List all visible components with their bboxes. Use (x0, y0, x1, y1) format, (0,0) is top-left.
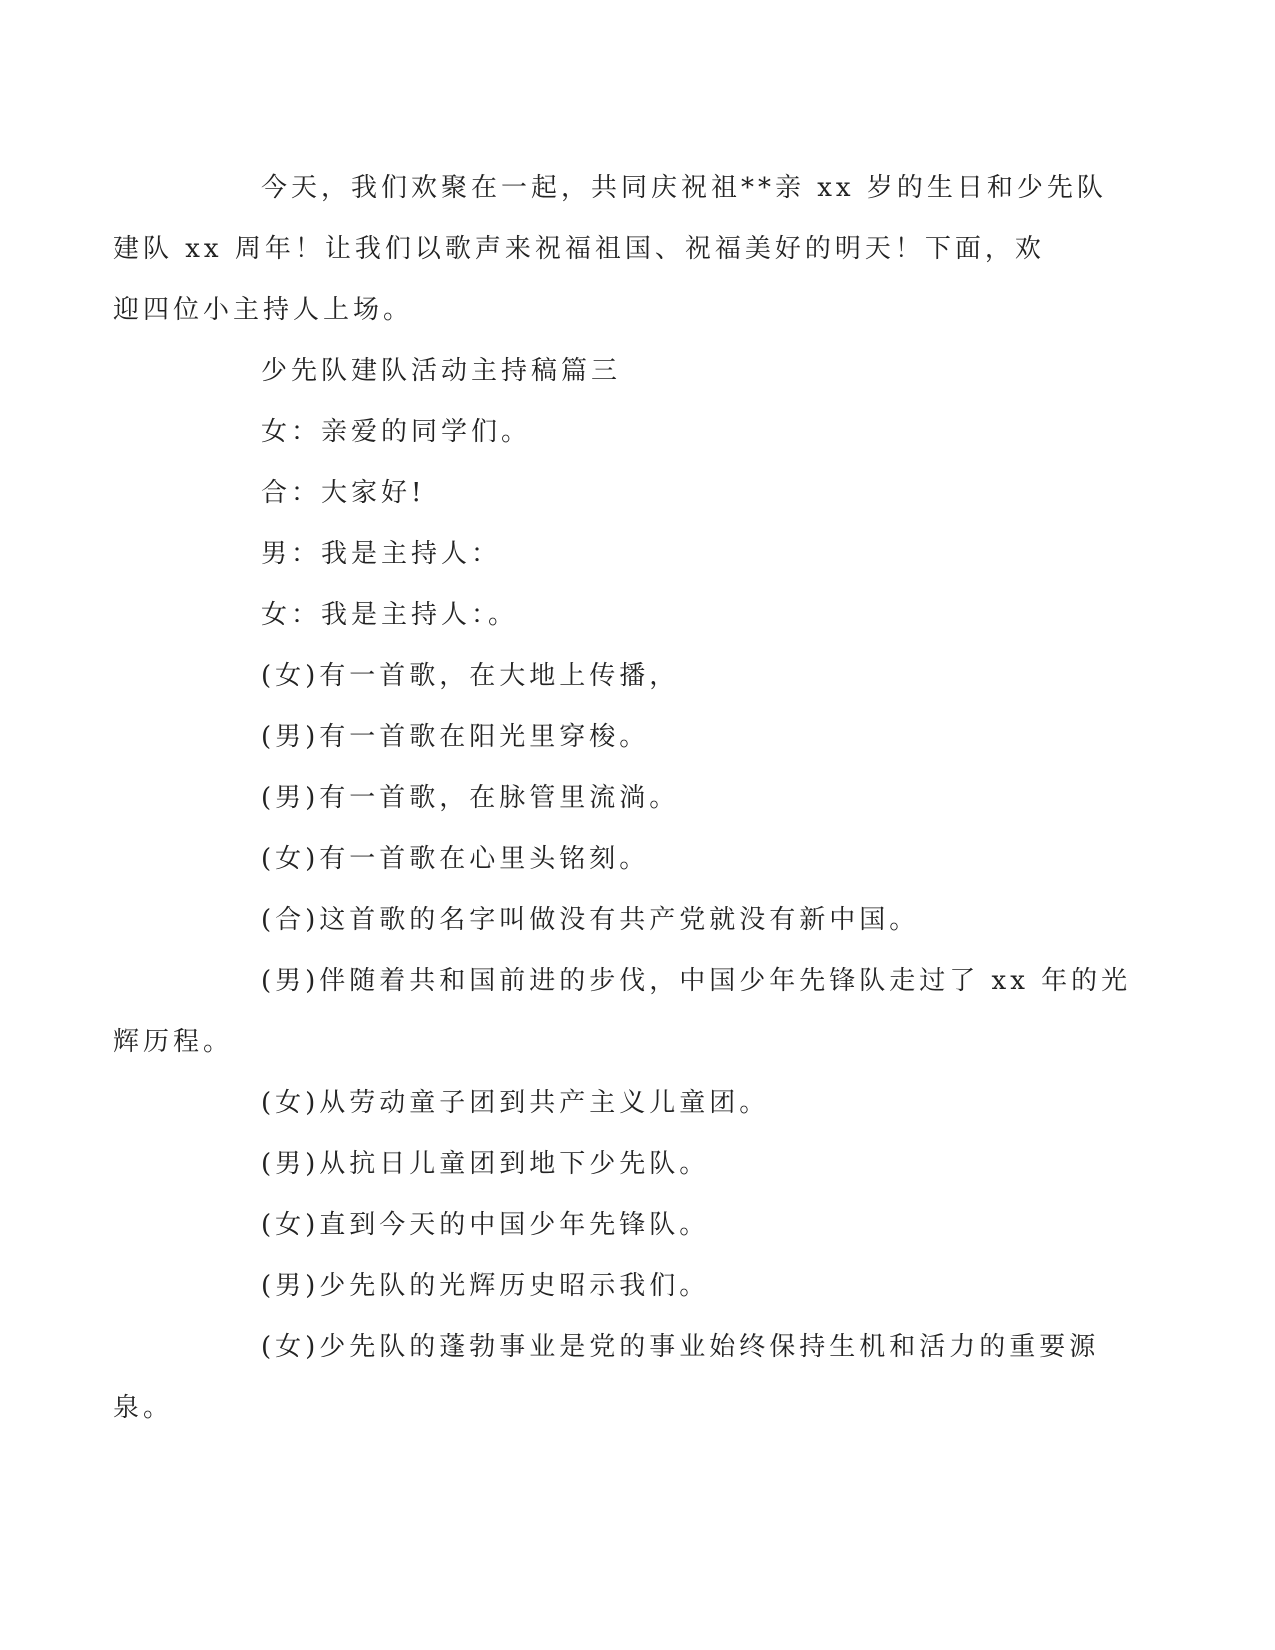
paragraph (113, 158, 1107, 341)
text-line: 迎四位小主持人上场。 (113, 295, 414, 325)
text-line: (女)直到今天的中国少年先锋队。 (261, 1210, 710, 1240)
text-line: (合)这首歌的名字叫做没有共产党就没有新中国。 (261, 905, 920, 935)
text-line: (男)少先队的光辉历史昭示我们。 (261, 1271, 710, 1301)
paragraph (187, 707, 1077, 768)
paragraph (187, 524, 1077, 585)
text-line: 建队 xx 周年！让我们以歌声来祝福祖国、祝福美好的明天！下面，欢 (113, 234, 1045, 264)
paragraph (187, 1256, 1077, 1317)
text-line: (女)少先队的蓬勃事业是党的事业始终保持生机和活力的重要源 (261, 1332, 1100, 1362)
text-line: 女：我是主持人：。 (261, 600, 519, 630)
paragraph (187, 585, 1077, 646)
paragraph (187, 646, 1077, 707)
text-line: 男：我是主持人： (261, 539, 502, 569)
text-line: 辉历程。 (113, 1027, 234, 1057)
paragraph (187, 829, 1077, 890)
text-line: 女：亲爱的同学们。 (261, 417, 532, 447)
text-line: (女)有一首歌在心里头铭刻。 (261, 844, 650, 874)
paragraph (187, 768, 1077, 829)
text-line: 泉。 (113, 1393, 174, 1423)
text-line: 少先队建队活动主持稿篇三 (261, 356, 622, 386)
text-line: (男)伴随着共和国前进的步伐，中国少年先锋队走过了 xx 年的光 (261, 966, 1132, 996)
document-body (113, 158, 1132, 1439)
paragraph (187, 1195, 1077, 1256)
text-line: 合：大家好! (261, 478, 426, 508)
paragraph (187, 1073, 1077, 1134)
text-line: 今天，我们欢聚在一起，共同庆祝祖**亲 xx 岁的生日和少先队 (261, 173, 1107, 203)
paragraph (187, 402, 1077, 463)
text-line: (女)从劳动童子团到共产主义儿童团。 (261, 1088, 770, 1118)
paragraph (187, 1134, 1077, 1195)
section-heading (187, 341, 1077, 402)
text-line: (男)有一首歌在阳光里穿梭。 (261, 722, 650, 752)
paragraph (113, 1317, 1100, 1439)
text-line: (男)有一首歌，在脉管里流淌。 (261, 783, 680, 813)
text-line: (男)从抗日儿童团到地下少先队。 (261, 1149, 710, 1179)
paragraph (113, 951, 1132, 1073)
paragraph (187, 463, 1077, 524)
paragraph (187, 890, 1077, 951)
text-line: (女)有一首歌，在大地上传播， (261, 661, 680, 691)
